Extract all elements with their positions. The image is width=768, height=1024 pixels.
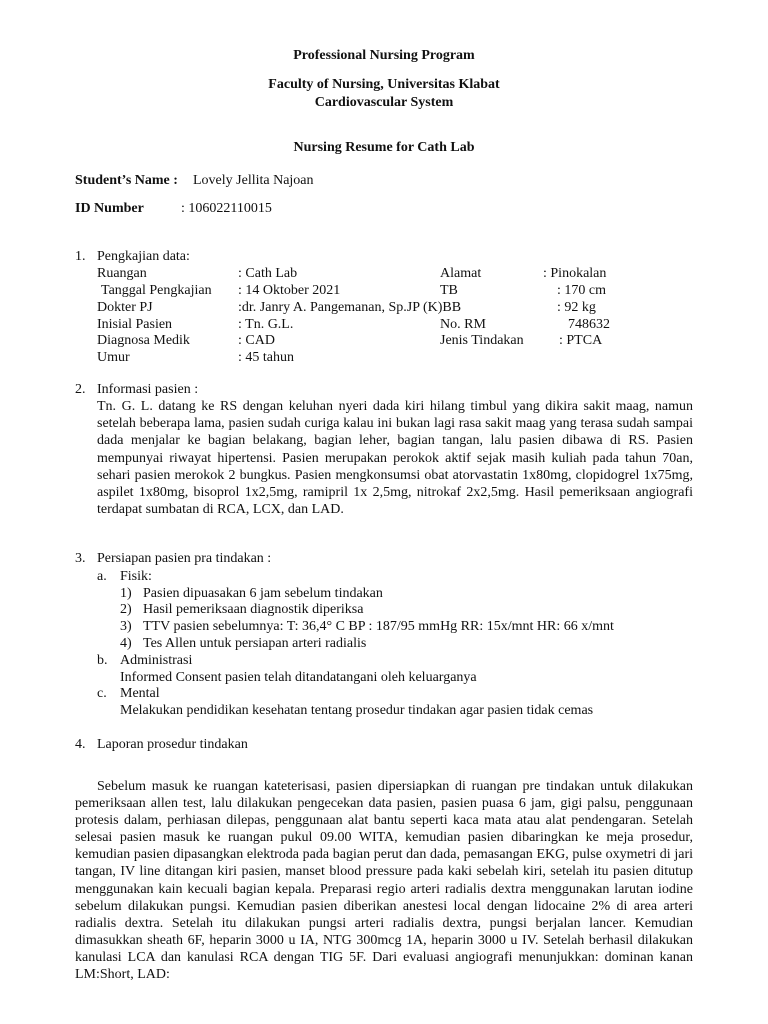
- mental-marker: c.: [97, 686, 107, 701]
- fisik-item-text: Tes Allen untuk persiapan arteri radialis: [143, 636, 367, 651]
- fisik-item-number: 1): [120, 586, 132, 601]
- row-value-alamat: : Pinokalan: [543, 266, 607, 281]
- row-value-tb: : 170 cm: [557, 283, 606, 298]
- fisik-marker: a.: [97, 569, 107, 584]
- row-label-no-rm: No. RM: [440, 317, 486, 332]
- row-value-dokter: :dr. Janry A. Pangemanan, Sp.JP (K)BB: [238, 300, 462, 315]
- row-label-jenis-tindakan: Jenis Tindakan: [440, 333, 524, 348]
- document-title: Nursing Resume for Cath Lab: [293, 140, 475, 155]
- fisik-item-number: 4): [120, 636, 132, 651]
- section4-number: 4.: [75, 737, 86, 752]
- section2-heading: Informasi pasien :: [97, 382, 199, 397]
- mental-label: Mental: [120, 686, 160, 701]
- row-value-bb: : 92 kg: [557, 300, 596, 315]
- fisik-item-text: Hasil pemeriksaan diagnostik diperiksa: [143, 602, 364, 617]
- section4-heading: Laporan prosedur tindakan: [97, 737, 248, 752]
- row-label-tanggal: Tanggal Pengkajian: [101, 283, 212, 298]
- section3-heading: Persiapan pasien pra tindakan :: [97, 551, 272, 566]
- faculty-title: Faculty of Nursing, Universitas Klabat: [268, 77, 500, 92]
- fisik-item-text: Pasien dipuasakan 6 jam sebelum tindakan: [143, 586, 383, 601]
- row-value-ruangan: : Cath Lab: [238, 266, 298, 281]
- fisik-item-number: 3): [120, 619, 132, 634]
- id-number-label: ID Number: [75, 201, 144, 216]
- administrasi-marker: b.: [97, 653, 108, 668]
- row-label-ruangan: Ruangan: [97, 266, 147, 281]
- row-value-diagnosa: : CAD: [238, 333, 275, 348]
- student-name-label: Student’s Name :: [75, 173, 178, 188]
- row-value-jenis-tindakan: : PTCA: [559, 333, 603, 348]
- row-label-inisial: Inisial Pasien: [97, 317, 173, 332]
- section1-heading: Pengkajian data:: [97, 249, 190, 264]
- section3-number: 3.: [75, 551, 86, 566]
- system-title: Cardiovascular System: [314, 95, 454, 110]
- procedure-report-paragraph: Sebelum masuk ke ruangan kateterisasi, pasien dipersiapkan di ruangan pre tindakan untuk dilakukan pemeriksaan allen test, lalu dilakukan pengecekan data pasien, pasien puasa 6 jam, gigi palsu, penggunaan protesis dalam, perhiasan dilepas, penggunaan alat bantu seperti kaca mata atau alat pendengaran. Setelah selesai pasien masuk ke ruangan pukul 09.00 WITA, kemudian pasien dibaringkan ke meja prosedur, kemudian pasien dipasangkan elektroda pada bagian perut dan dada, pemasangan EKG, pulse oxymetri di jari tangan, IV line ditangan kiri pasien, manset blood pressure pada kaki sebelah kiri, setelah itu pasien ditutup menggunakan kain kecuali bagian kepala. Preparasi regio arteri radialis dextra menggunakan larutan iodine sebelum dilakukan pungsi. Kemudian pasien diberikan anestesi local dengan lidocaine 2% di area arteri radialis dextra. Setelah itu dilakukan pungsi arteri radialis dextra, pungsi berjalan lancer. Kemudian dimasukkan sheath 6F, heparin 3000 u IA, NTG 300mcg 1A, heparin 3000 u IV. Setelah berhasil dilakukan kanulasi LCA dan kanulasi RCA dengan TIG 5F. Dari evaluasi angiografi menunjukkan: dominan kanan LM:Short, LAD:: [75, 779, 693, 983]
- row-value-umur: : 45 tahun: [238, 350, 294, 365]
- mental-text: Melakukan pendidikan kesehatan tentang prosedur tindakan agar pasien tidak cemas: [120, 703, 594, 718]
- row-value-tanggal: : 14 Oktober 2021: [238, 283, 341, 298]
- patient-information-paragraph: Tn. G. L. datang ke RS dengan keluhan nyeri dada kiri hilang timbul yang dikira sakit maag, namun setelah beberapa lama, pasien sudah curiga kalau ini bukan lagi rasa sakit maag yang terasa sudah sampai dada menjalar ke bagian belakang, bagian leher, bagian tangan, lalu pasien dibawa di RS. Pasien mempunyai riwayat hipertensi. Pasien merupakan perokok aktif sejak masih kuliah pada tahun 70an, sehari pasien merokok 2 bungkus. Pasien mengkonsumsi obat atorvastatin 1x80mg, clopidogrel 1x75mg, aspilet 1x80mg, bisoprol 1x2,5mg, ramipril 1x 2,5mg, nitrokaf 2x2,5mg. Hasil pemeriksaan angiografi terdapat sumbatan di RCA, LCX, dan LAD.: [97, 399, 693, 518]
- row-label-tb: TB: [440, 283, 458, 298]
- section2-number: 2.: [75, 382, 86, 397]
- fisik-label: Fisik:: [120, 569, 152, 584]
- program-title: Professional Nursing Program: [293, 48, 475, 63]
- section1-number: 1.: [75, 249, 86, 264]
- row-value-inisial: : Tn. G.L.: [238, 317, 294, 332]
- student-name-value: Lovely Jellita Najoan: [193, 173, 314, 188]
- row-label-diagnosa: Diagnosa Medik: [97, 333, 190, 348]
- administrasi-text: Informed Consent pasien telah ditandatangani oleh keluarganya: [120, 670, 477, 685]
- id-number-value: : 106022110015: [181, 201, 272, 216]
- row-label-dokter: Dokter PJ: [97, 300, 153, 315]
- row-label-alamat: Alamat: [440, 266, 482, 281]
- vital-signs-text: TTV pasien sebelumnya: T: 36,4° C BP : 187/95 mmHg RR: 15x/mnt HR: 66 x/mnt: [143, 619, 614, 634]
- row-value-no-rm: 748632: [568, 317, 610, 332]
- row-label-umur: Umur: [97, 350, 130, 365]
- fisik-item-number: 2): [120, 602, 132, 617]
- administrasi-label: Administrasi: [120, 653, 193, 668]
